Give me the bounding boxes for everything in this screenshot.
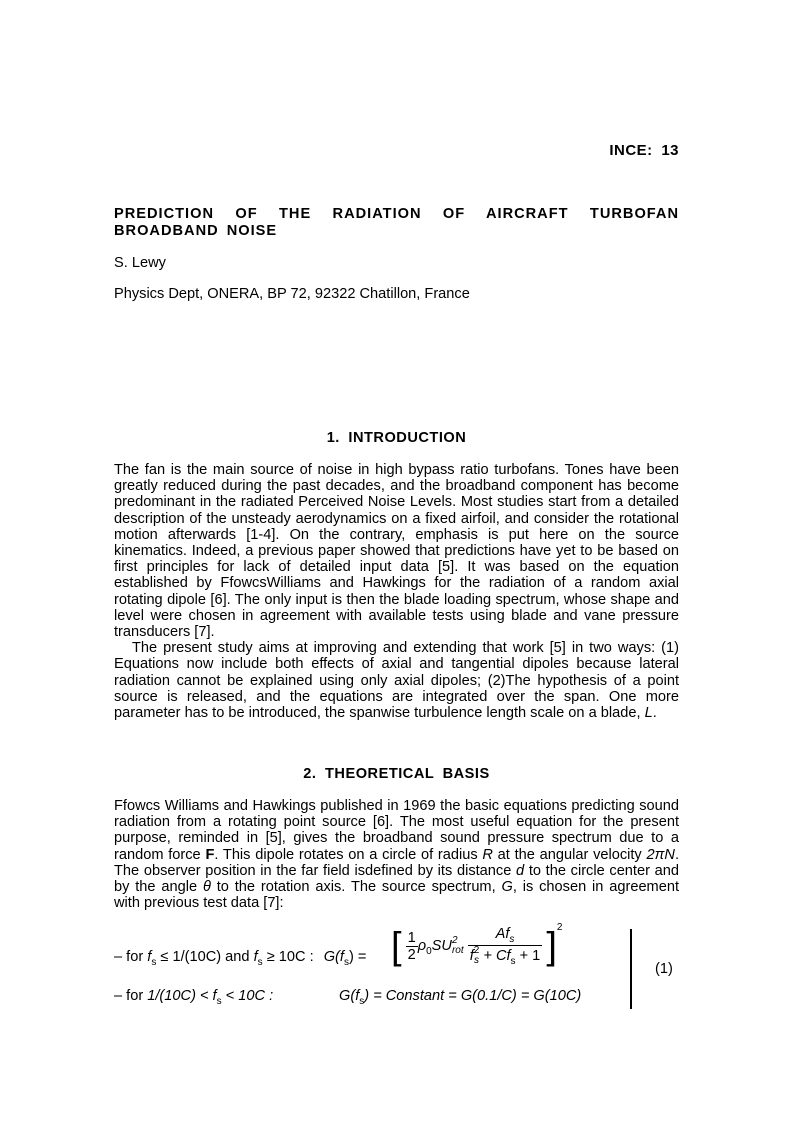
eq2-prefix: – for (114, 988, 148, 1004)
eq-fs-1-sub: s (151, 956, 157, 968)
theory-p1-a: Ffowcs Williams and Hawkings published in 1969 the basic equations predicting sound radiation from a rotating point source [6]. The most useful equation for the present purpose, reminded in [5], gives the broadband sound pressure spectrum due to a random force (114, 798, 679, 863)
equation-bracket-line (630, 929, 632, 1009)
eq-SU-sub: rot (451, 945, 464, 957)
var-omega: 2πN (646, 846, 675, 863)
equation-line-2-rhs (339, 988, 581, 1007)
theory-p1-d: . The observer position in the far field isdefined by its distance (114, 846, 679, 879)
frac-den-end: + 1 (515, 947, 541, 964)
var-R: R (482, 846, 493, 863)
paper-title: PREDICTION OF THE RADIATION OF AIRCRAFT TURBOFAN BROADBAND NOISE (114, 206, 679, 239)
frac-den-sup: 2 (473, 944, 480, 956)
right-bracket: ] (546, 925, 557, 968)
eq2-rhs-sub: s (359, 995, 365, 1007)
equation-number: (1) (655, 961, 673, 977)
intro-paragraph-2 (114, 640, 679, 721)
eq-cond-1: ≤ 1/(10C) (156, 949, 222, 965)
eq-and: and (221, 949, 254, 965)
eq2-cond-end: < 10C : (221, 988, 274, 1004)
eq-SU: SU (431, 938, 452, 955)
paper-affiliation: Physics Dept, ONERA, BP 72, 92322 Chatillon, France (114, 286, 470, 302)
theory-p1-f: to the rotation axis. The source spectrum, (210, 879, 502, 896)
theory-p1-e: to the circle center and by the angle (114, 862, 679, 896)
equation-line-2 (114, 988, 273, 1007)
frac-num-sub: s (509, 933, 515, 945)
frac-num: Af (495, 926, 510, 942)
paper-author: S. Lewy (114, 255, 166, 271)
theory-body (114, 798, 679, 911)
outer-square: 2 (556, 922, 563, 934)
eq-fs-2-sub: s (257, 956, 263, 968)
var-d: d (516, 862, 525, 879)
equation-line-1 (114, 937, 367, 968)
eq-lhs-G: G(f (323, 949, 344, 965)
eq-SU-sup: 2 (451, 935, 458, 947)
theory-p1-c: at the angular velocity (492, 846, 647, 863)
theory-p1-b: . This dipole rotates on a circle of radius (214, 846, 483, 863)
eq-cond-2: ≥ 10C : (262, 949, 314, 965)
theory-p1-g: , is chosen in agreement with previous test data [7]: (114, 879, 680, 912)
intro-paragraph-1: The fan is the main source of noise in high bypass ratio turbofans. Tones have been greatly reduced during the past decades, and the broadband component has become predominant in the radiated Perceived Noise Levels. Most studies start from a detailed description of the unsteady aerodynamics on a fixed airfoil, and consider the rotational motion afterwards [1-4]. On the contrary, emphasis is put here on the source kinematics. Indeed, a previous paper showed that predictions have yet to be based on first principles for lack of detailed input data [5]. It was based on the equation established by FfowcsWilliams and Hawkings for the radiation of a random axial rotating dipole [6]. The only input is then the blade loading spectrum, whose shape and level were chosen in agreement with available tests using blade and vane pressure transducers [7]. (114, 462, 679, 641)
eq-rho: ρ (417, 938, 427, 955)
var-theta: θ (202, 879, 211, 896)
var-L: L (644, 705, 653, 722)
frac-den-rest-sub: s (510, 955, 516, 967)
frac-den-sub: s (474, 954, 480, 966)
page-header-label: INCE: 13 (609, 142, 679, 159)
intro-p2-text: The present study aims at improving and extending that work [5] in two ways: (1) Equations now include both effects of axial and tangential dipoles because lateral radiation cannot be explained using only axial dipoles; (2)The hypothesis of a point source is released, and the equations are integrated over the span. One more parameter has to be introduced, the spanwise turbulence length scale on a blade, (114, 640, 679, 722)
eq-rho-sub: 0 (426, 946, 432, 958)
eq2-cond: 1/(10C) < f (147, 988, 217, 1004)
intro-p2-end: . (652, 705, 657, 722)
eq-fs-2: f (253, 949, 258, 965)
half-den: 2 (407, 946, 416, 963)
var-G: G (501, 879, 513, 896)
half-num: 1 (407, 929, 416, 946)
frac-den-f: f (469, 947, 474, 964)
theory-paragraph-1 (114, 798, 679, 911)
eq-lhs-sub: s (343, 956, 349, 968)
var-F: F (205, 846, 215, 863)
half-fraction (406, 930, 418, 963)
introduction-body (114, 462, 679, 721)
section-heading-theory: 2. THEORETICAL BASIS (303, 766, 490, 782)
equation-rhs-1 (391, 922, 563, 968)
section-heading-introduction: 1. INTRODUCTION (326, 430, 467, 446)
frac-den-rest: + Cf (479, 947, 511, 964)
eq-fs-1: f (147, 949, 152, 965)
eq2-rhs-end: ) = Constant = G(0.1/C) = G(10C) (364, 988, 582, 1004)
eq-prefix-1: – for (114, 949, 148, 965)
eq2-rhs-G: G(f (339, 988, 360, 1004)
left-bracket: [ (391, 925, 402, 968)
spectrum-fraction (468, 926, 543, 967)
eq-lhs-end: ) = (348, 949, 367, 965)
eq2-cond-sub: s (216, 995, 222, 1007)
